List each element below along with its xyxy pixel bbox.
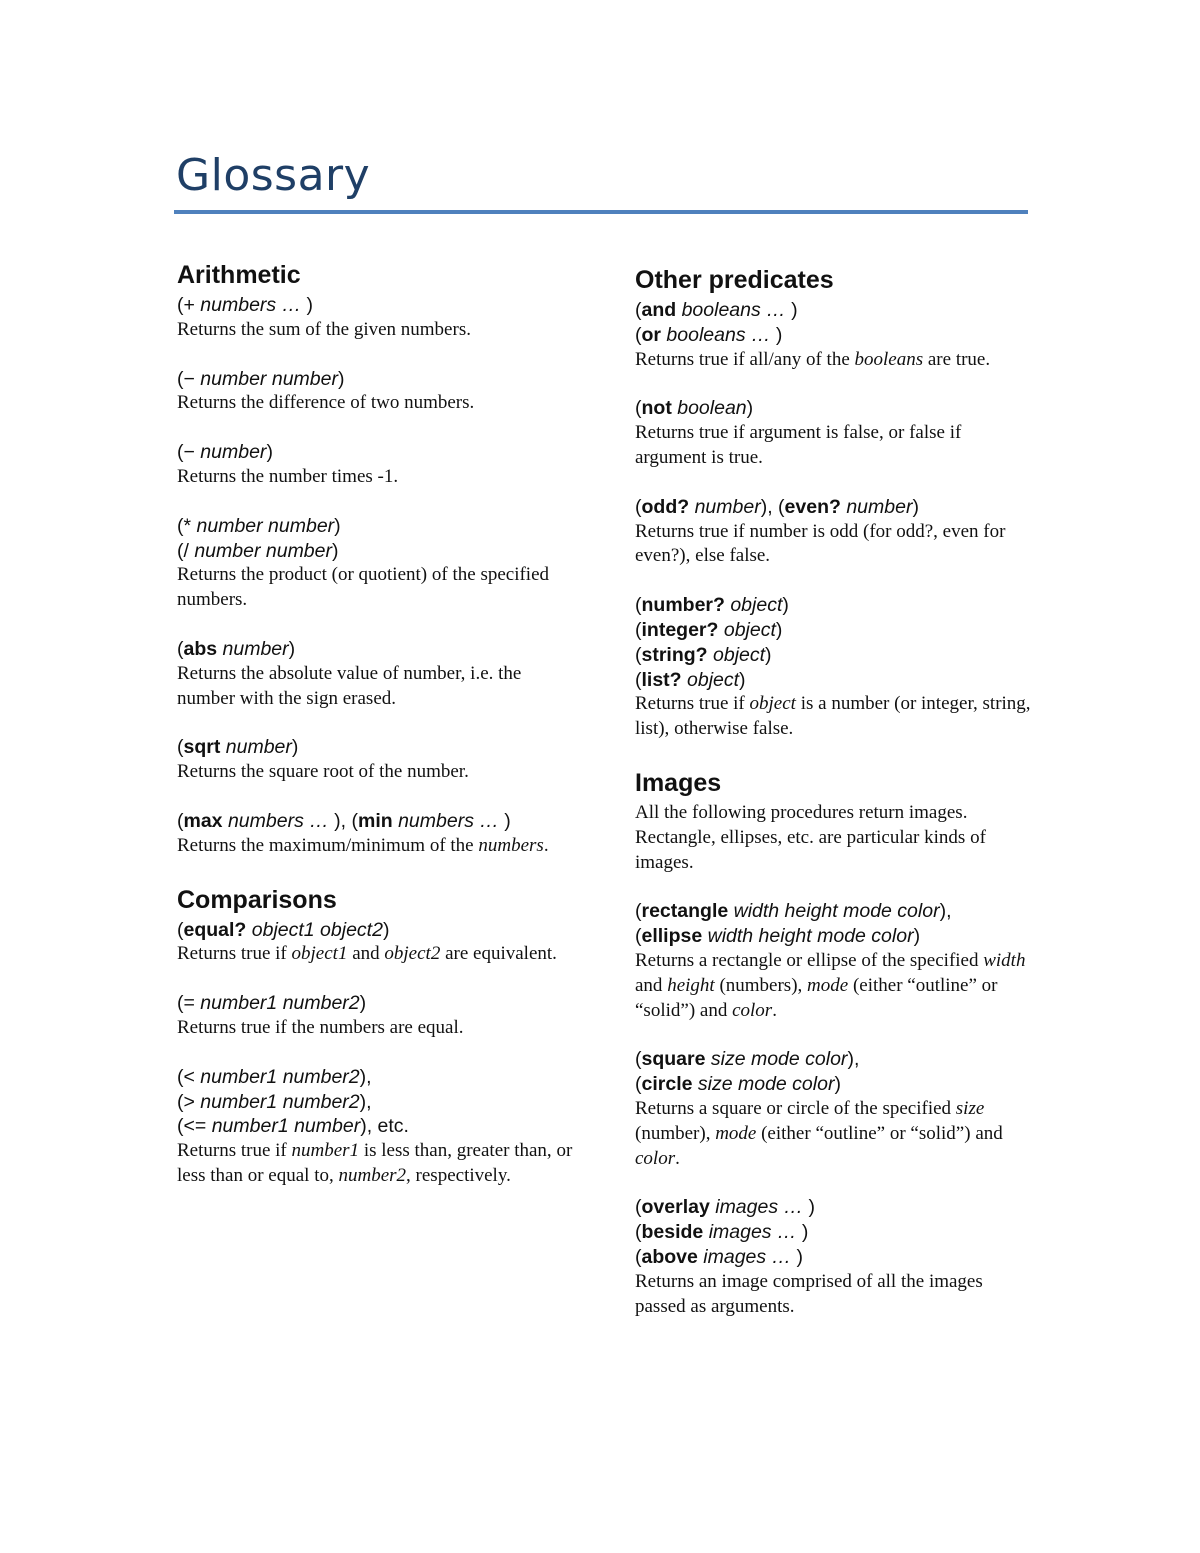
entry-signature: (< number1 number2), [177,1065,372,1088]
section-intro: All the following procedures return images. Rectangle, ellipses, etc. are particular kinds of images. [635,801,986,873]
glossary-entry-sqrt [177,735,577,785]
entry-signature: (square size mode color), [635,1048,860,1071]
entry-signature: (list? object) [635,668,746,691]
section-heading-other-predicates: Other predicates [635,266,834,294]
entry-description: Returns the maximum/minimum of the numbers. [177,834,549,856]
glossary-entry-equal [177,918,577,968]
entry-description: Returns true if object is a number (or integer, string, list), otherwise false. [635,693,1031,740]
glossary-entry-rectangle-ellipse [635,899,1035,1023]
entry-signature: (string? object) [635,643,772,666]
page-title: Glossary [176,150,371,201]
entry-signature: (ellipse width height mode color) [635,925,921,948]
glossary-entry-less-greater [177,1065,577,1189]
entry-signature: (above images … ) [635,1245,803,1268]
glossary-entry-type-predicates [635,593,1035,742]
entry-signature: (− number number) [177,367,345,390]
glossary-entry-not [635,396,1035,470]
entry-description: Returns a rectangle or ellipse of the specified width and height (numbers), mode (either “outline” or “solid”) and color. [635,949,1026,1021]
entry-description: Returns an image comprised of all the images passed as arguments. [635,1270,983,1317]
entry-signature: (equal? object1 object2) [177,918,390,941]
entry-signature: (or booleans … ) [635,323,783,346]
section-heading-arithmetic: Arithmetic [177,261,301,289]
glossary-entry-compose [635,1195,1035,1319]
entry-signature: (/ number number) [177,539,339,562]
entry-signature: (odd? number), (even? number) [635,495,919,518]
entry-description: Returns the product (or quotient) of the specified numbers. [177,564,550,611]
glossary-entry-and-or [635,298,1035,372]
entry-signature: (not boolean) [635,397,754,420]
glossary-entry-negate [177,440,577,490]
title-rule [174,210,1028,214]
entry-signature: (max numbers … ), (min numbers … ) [177,809,511,832]
entry-description: Returns the sum of the given numbers. [177,318,471,340]
images-intro [635,801,1035,875]
entry-signature: (integer? object) [635,618,783,641]
entry-signature: (beside images … ) [635,1221,809,1244]
entry-signature: (sqrt number) [177,736,299,759]
entry-description: Returns the difference of two numbers. [177,392,475,414]
glossary-entry-square-circle [635,1047,1035,1171]
entry-signature: (+ numbers … ) [177,294,314,316]
glossary-entry-odd-even [635,495,1035,569]
entry-signature: (abs number) [177,637,296,660]
entry-description: Returns true if number1 is less than, greater than, or less than or equal to, number2, respectively. [177,1140,573,1186]
right-column [635,263,1035,1343]
entry-description: Returns the absolute value of number, i.e. the number with the sign erased. [177,662,522,709]
entry-signature: (> number1 number2), [177,1090,372,1113]
glossary-entry-sum [177,293,577,343]
glossary-entry-max-min [177,809,577,859]
entry-description: Returns true if all/any of the booleans are true. [635,348,991,370]
glossary-entry-difference [177,367,577,417]
entry-description: Returns a square or circle of the specified size (number), mode (either “outline” or “solid”) and color. [635,1097,1003,1169]
entry-signature: (and booleans … ) [635,299,798,321]
entry-description: Returns true if number is odd (for odd?, even for even?), else false. [635,520,1006,567]
entry-signature: (* number number) [177,514,341,537]
entry-description: Returns true if the numbers are equal. [177,1016,464,1038]
entry-signature: (= number1 number2) [177,992,367,1015]
entry-signature: (overlay images … ) [635,1196,815,1219]
section-heading-comparisons: Comparisons [177,885,337,914]
entry-signature: (<= number1 number), etc. [177,1115,409,1138]
left-column [177,258,577,1213]
section-heading-images: Images [635,768,722,797]
entry-signature: (number? object) [635,594,789,617]
glossary-entry-num-equal [177,991,577,1041]
entry-description: Returns true if argument is false, or false if argument is true. [635,422,962,468]
entry-description: Returns the square root of the number. [177,761,469,783]
entry-description: Returns true if object1 and object2 are equivalent. [177,943,557,965]
entry-signature: (circle size mode color) [635,1073,841,1096]
glossary-entry-product-quotient [177,514,577,613]
entry-signature: (− number) [177,441,273,464]
entry-signature: (rectangle width height mode color), [635,900,952,923]
glossary-entry-abs [177,637,577,711]
entry-description: Returns the number times -1. [177,465,399,487]
